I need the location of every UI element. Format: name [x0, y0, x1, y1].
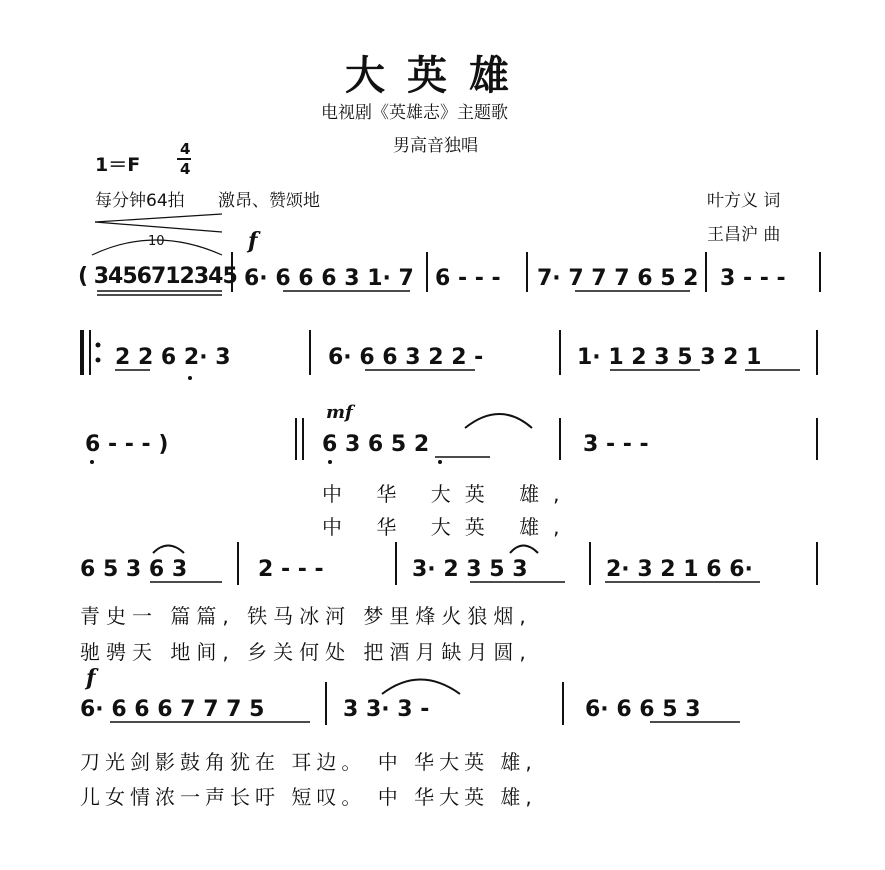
tuplet-bracket — [92, 240, 222, 255]
score-line-2-measure-3: 1· 1 2 3 5 3 2 1 — [577, 345, 762, 370]
score-line-2-measure-2: 6· 6 6 3 2 2 - — [328, 345, 484, 370]
score-line-1-measure-1: ( 3456712345 — [78, 264, 237, 289]
lyrics-line-3-verse-1: 中 华 大英 雄, — [322, 482, 574, 506]
slur — [510, 546, 538, 554]
score-line-3-measure-2: 6 3 6 5 2 — [322, 432, 430, 457]
slur — [382, 680, 460, 695]
slur — [153, 546, 184, 554]
lyrics-line-3-verse-2: 中 华 大英 雄, — [322, 515, 574, 539]
score-line-2-measure-1: 2 2 6 2· 3 — [115, 345, 231, 370]
score-line-4-measure-3: 3· 2 3 5 3 — [412, 557, 528, 582]
score-line-5-measure-1: 6· 6 6 6 7 7 7 5 — [80, 697, 265, 722]
lyrics-line-4-verse-1: 青史一 篇篇, 铁马冰河 梦里烽火狼烟, — [80, 604, 532, 628]
song-title: 大英雄 — [345, 52, 531, 99]
subtitle: 电视剧《英雄志》主题歌 — [321, 103, 508, 123]
dynamic-mezzo-forte: mf — [326, 402, 353, 423]
dynamic-forte-1: f — [248, 228, 258, 254]
decrescendo-top — [95, 222, 222, 232]
expression-marking: 激昂、赞颂地 — [218, 191, 320, 211]
composer-credit: 王昌沪 曲 — [707, 225, 781, 245]
key-signature: 1＝F — [95, 154, 141, 176]
performance-note: 男高音独唱 — [393, 136, 478, 156]
lyrics-line-5-verse-1: 刀光剑影鼓角犹在 耳边。 中 华大英 雄, — [80, 750, 537, 774]
score-line-4-measure-1: 6 5 3 6 3 — [80, 557, 188, 582]
lyricist-credit: 叶方义 词 — [707, 191, 781, 211]
decrescendo-bottom — [95, 214, 222, 222]
time-signature-top: 4 — [180, 140, 191, 158]
score-line-4-measure-2: 2 - - - — [258, 557, 324, 582]
score-line-1-measure-4: 7· 7 7 7 6 5 2 — [537, 266, 699, 291]
score-line-5-measure-3: 6· 6 6 5 3 — [585, 697, 701, 722]
tempo-marking: 每分钟64拍 — [95, 191, 185, 211]
lyrics-line-5-verse-2: 儿女情浓一声长吁 短叹。 中 华大英 雄, — [80, 785, 537, 809]
dynamic-forte-2: f — [86, 665, 96, 691]
score-line-1-measure-2: 6· 6 6 6 3 1· 7 — [244, 266, 414, 291]
lyrics-line-4-verse-2: 驰骋天 地间, 乡关何处 把酒月缺月圆, — [80, 640, 532, 664]
score-line-5-measure-2: 3 3· 3 - — [343, 697, 430, 722]
score-line-1-measure-3: 6 - - - — [435, 266, 501, 291]
score-line-3-measure-3: 3 - - - — [583, 432, 649, 457]
tuplet-number: 10 — [148, 234, 165, 249]
score-line-4-measure-4: 2· 3 2 1 6 6· — [606, 557, 753, 582]
slur — [465, 414, 532, 428]
time-signature-bottom: 4 — [180, 160, 191, 178]
score-line-3-measure-1: 6 - - - ) — [85, 432, 169, 457]
score-line-1-measure-5: 3 - - - — [720, 266, 786, 291]
